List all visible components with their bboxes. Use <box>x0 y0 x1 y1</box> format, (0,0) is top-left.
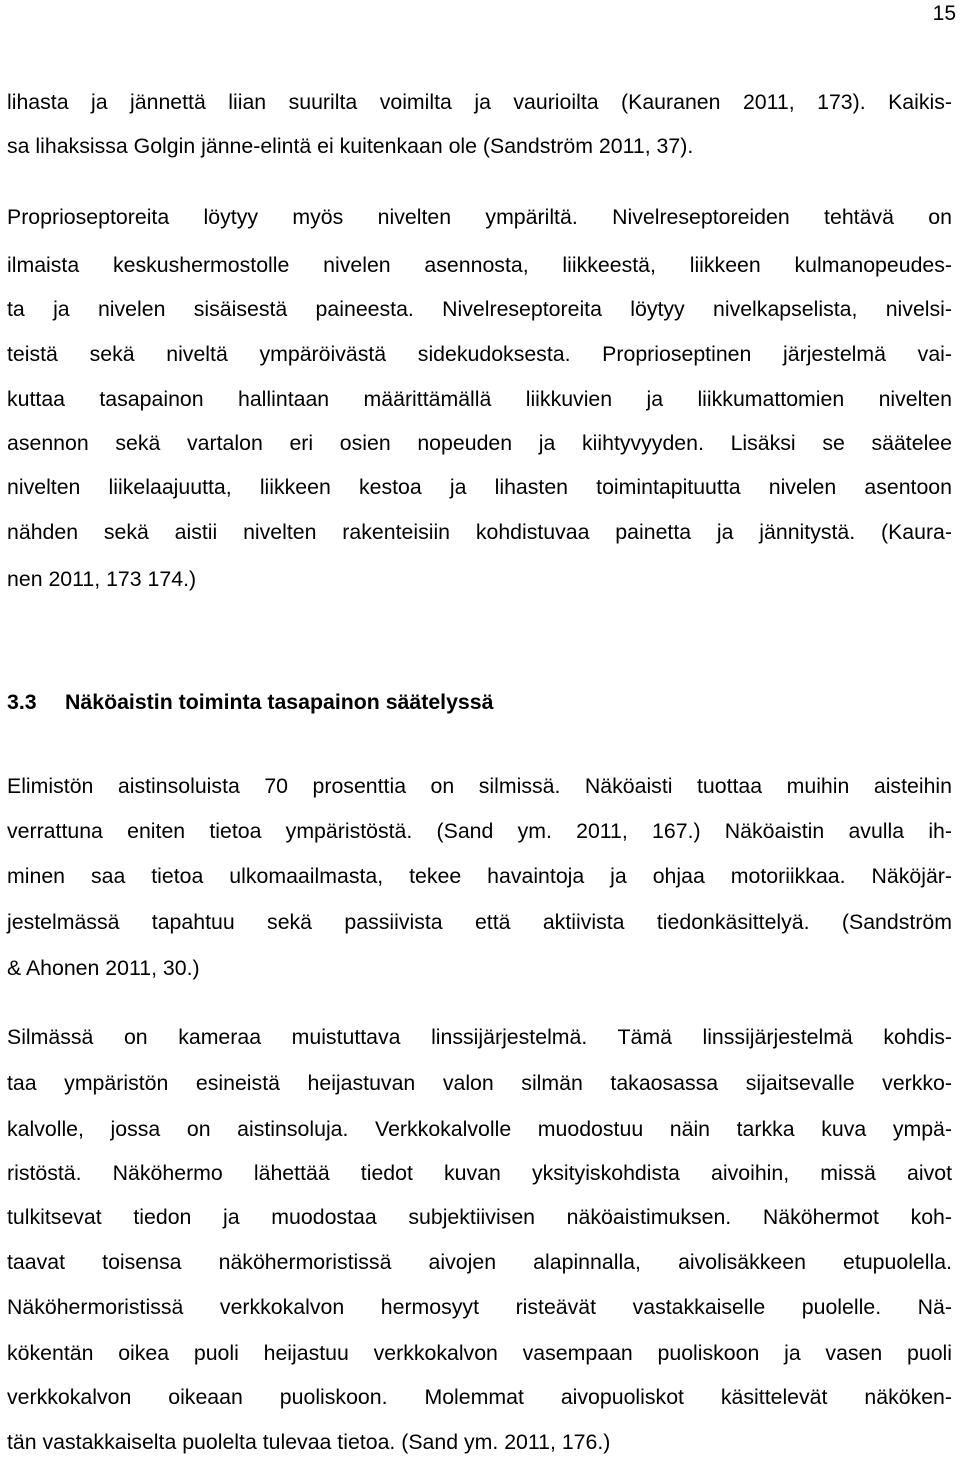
text-line: taa ympäristön esineistä heijastuvan valon silmän takaosassa sijaitsevalle verkko- <box>7 1071 952 1095</box>
text-line: Proprioseptoreita löytyy myös nivelten ympäriltä. Nivelreseptoreiden tehtävä on <box>7 205 952 229</box>
text-line: teistä sekä niveltä ympäröivästä sidekudoksesta. Proprioseptinen järjestelmä vai- <box>7 342 952 366</box>
text-line: jestelmässä tapahtuu sekä passiivista että aktiivista tiedonkäsittelyä. (Sandström <box>7 910 952 934</box>
text-line: & Ahonen 2011, 30.) <box>7 956 200 980</box>
text-line: sa lihaksissa Golgin jänne-elintä ei kuitenkaan ole (Sandström 2011, 37). <box>7 134 694 158</box>
text-line: nivelten liikelaajuutta, liikkeen kestoa ja lihasten toimintapituutta nivelen asentoon <box>7 475 952 499</box>
text-line: nähden sekä aistii nivelten rakenteisiin kohdistuvaa painetta ja jännitystä. (Kaura- <box>7 520 952 544</box>
page-number: 15 <box>932 2 956 25</box>
text-line: tulkitsevat tiedon ja muodostaa subjektiivisen näköaistimuksen. Näköhermot koh- <box>7 1205 952 1229</box>
text-line: asennon sekä vartalon eri osien nopeuden ja kiihtyvyyden. Lisäksi se säätelee <box>7 431 952 455</box>
text-line: Elimistön aistinsoluista 70 prosenttia on silmissä. Näköaisti tuottaa muihin aisteihin <box>7 774 952 798</box>
text-line: kökentän oikea puoli heijastuu verkkokalvon vasempaan puoliskoon ja vasen puoli <box>7 1341 952 1365</box>
text-line: kuttaa tasapainon hallintaan määrittämällä liikkuvien ja liikkumattomien nivelten <box>7 387 952 411</box>
text-line: ilmaista keskushermostolle nivelen asennosta, liikkeestä, liikkeen kulmanopeudes- <box>7 253 952 277</box>
text-line: Näköhermoristissä verkkokalvon hermosyyt risteävät vastakkaiselle puolelle. Nä- <box>7 1295 952 1319</box>
text-line: nen 2011, 173 174.) <box>7 567 197 591</box>
text-line: kalvolle, jossa on aistinsoluja. Verkkokalvolle muodostuu näin tarkka kuva ympä- <box>7 1117 952 1141</box>
section-number: 3.3 <box>7 690 37 714</box>
text-line: lihasta ja jännettä liian suurilta voimilta ja vaurioilta (Kauranen 2011, 173). Kaikis- <box>7 90 952 114</box>
section-title: Näköaistin toiminta tasapainon säätelyssä <box>65 690 494 714</box>
text-line: ristöstä. Näköhermo lähettää tiedot kuvan yksityiskohdista aivoihin, missä aivot <box>7 1161 952 1185</box>
section-heading <box>7 690 493 714</box>
text-line: verrattuna eniten tietoa ympäristöstä. (Sand ym. 2011, 167.) Näköaistin avulla ih- <box>7 819 952 843</box>
text-line: taavat toisensa näköhermoristissä aivojen alapinnalla, aivolisäkkeen etupuolella. <box>7 1250 952 1274</box>
text-line: minen saa tietoa ulkomaailmasta, tekee havaintoja ja ohjaa motoriikkaa. Näköjär- <box>7 864 952 888</box>
text-line: verkkokalvon oikeaan puoliskoon. Molemmat aivopuoliskot käsittelevät näköken- <box>7 1385 952 1409</box>
text-line: tän vastakkaiselta puolelta tulevaa tietoa. (Sand ym. 2011, 176.) <box>7 1430 611 1454</box>
text-line: Silmässä on kameraa muistuttava linssijärjestelmä. Tämä linssijärjestelmä kohdis- <box>7 1025 952 1049</box>
text-line: ta ja nivelen sisäisestä paineesta. Nivelreseptoreita löytyy nivelkapselista, nivelsi- <box>7 297 952 321</box>
